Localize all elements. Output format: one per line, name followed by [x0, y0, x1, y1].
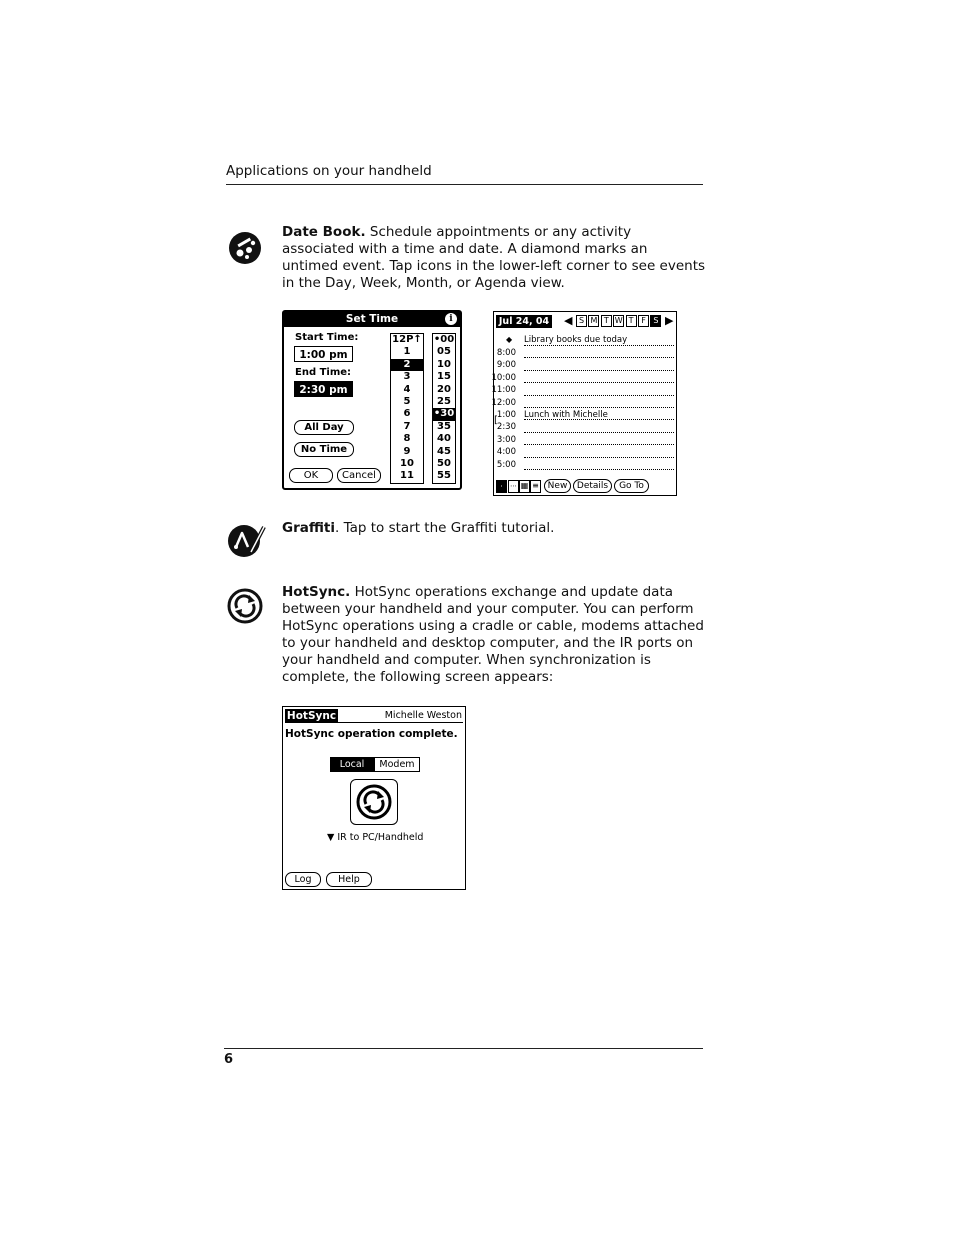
day-view-screen	[493, 311, 677, 496]
hour-item[interactable]: 6	[403, 408, 411, 420]
hotsync-button[interactable]	[350, 779, 398, 825]
hotsync-body: HotSync operations exchange and update data between your handheld and your computer. You can perform HotSync operations using a cradle or cable, modems attached to your handheld and desktop computer, and the IR ports on your handheld and computer. When synchronization is complete, the following screen appears:	[282, 584, 704, 686]
hour-list[interactable]	[390, 333, 424, 484]
details-button[interactable]: Details	[573, 479, 612, 493]
time-slot-line	[524, 397, 674, 408]
time-slot-line	[524, 434, 674, 445]
time-slot-row[interactable]	[491, 372, 676, 384]
hour-item[interactable]: 9	[403, 445, 411, 457]
time-slot-time: 2:30	[496, 422, 516, 433]
hour-item[interactable]: 8	[403, 433, 411, 445]
day-view-icon[interactable]: ·	[496, 480, 507, 493]
minute-item-text: 55	[437, 470, 451, 482]
time-slot-time: 12:00	[491, 397, 516, 408]
weekday-button[interactable]: F	[638, 315, 649, 327]
time-slot-time: 9:00	[496, 360, 516, 371]
hotsync-sync-icon	[351, 780, 397, 824]
hotsync-icon	[227, 588, 263, 624]
minute-item[interactable]	[433, 346, 455, 358]
dropdown-triangle-icon: ▼	[327, 832, 335, 843]
connection-value: IR to PC/Handheld	[337, 832, 424, 843]
minute-list[interactable]	[432, 333, 456, 484]
minute-item-text: 15	[437, 371, 451, 383]
start-time-field[interactable]: 1:00 pm	[294, 346, 353, 362]
time-slot-line	[524, 459, 674, 470]
time-slot-row[interactable]	[494, 459, 676, 471]
footer-rule	[224, 1048, 703, 1049]
set-time-title: Set Time	[284, 312, 460, 327]
prev-week-arrow-icon[interactable]: ◀	[564, 314, 573, 327]
running-header: Applications on your handheld	[226, 163, 432, 179]
scroll-up-arrow-icon[interactable]: ↑	[413, 334, 422, 345]
set-time-screen	[282, 310, 462, 490]
local-tab[interactable]: Local	[330, 757, 374, 772]
weekday-button[interactable]: S	[576, 315, 587, 327]
new-button[interactable]: New	[544, 479, 571, 493]
untimed-event[interactable]: Library books due today	[524, 335, 628, 345]
untimed-diamond-icon: ◆	[506, 335, 513, 344]
graffiti-heading: Graffiti	[282, 520, 335, 536]
hour-item[interactable]: 11	[400, 470, 414, 482]
hour-item[interactable]: 4	[403, 383, 411, 395]
connection-picker[interactable]	[327, 832, 423, 843]
time-slot-time: 5:00	[496, 459, 516, 470]
hotsync-heading: HotSync.	[282, 584, 351, 600]
minute-item-text: 40	[437, 433, 451, 445]
minute-item[interactable]	[433, 359, 455, 371]
info-icon[interactable]: i	[445, 313, 457, 325]
weekday-button[interactable]: W	[614, 316, 623, 325]
minute-item-text: 20	[437, 383, 451, 395]
minute-item[interactable]	[433, 421, 455, 433]
page-number: 6	[224, 1052, 234, 1067]
minute-item-text: 30	[440, 408, 455, 420]
weekday-button[interactable]: S	[650, 315, 661, 327]
go-to-button[interactable]: Go To	[614, 479, 649, 493]
hour-item[interactable]: 3	[403, 371, 411, 383]
time-slot-row[interactable]	[494, 446, 676, 458]
time-slot-row[interactable]	[494, 347, 676, 359]
start-time-label: Start Time:	[295, 332, 359, 343]
time-slot-line	[524, 384, 674, 395]
datebook-icon	[228, 230, 264, 266]
hour-item[interactable]: 5	[403, 395, 411, 407]
datebook-heading: Date Book.	[282, 224, 366, 240]
agenda-view-icon[interactable]: ≡	[530, 480, 541, 493]
minute-item[interactable]	[433, 446, 455, 458]
hour-item[interactable]	[391, 334, 423, 346]
minute-item[interactable]	[433, 396, 455, 408]
datebook-paragraph	[282, 224, 706, 292]
hour-item[interactable]: 1	[403, 346, 411, 358]
time-slot-time: 8:00	[496, 348, 516, 358]
minute-item[interactable]	[433, 433, 455, 445]
time-slot-line	[524, 372, 674, 383]
graffiti-icon	[227, 522, 263, 558]
log-button[interactable]: Log	[285, 872, 321, 887]
weekday-button[interactable]: T	[601, 315, 612, 327]
minute-item[interactable]	[433, 470, 455, 482]
minute-item[interactable]	[433, 334, 455, 346]
datebook-body: Schedule appointments or any activity associated with a time and date. A diamond marks an untimed event. Tap icons in the lower-left corner to see events in the Day, Week, Month, or Agenda view.	[282, 224, 706, 292]
graffiti-body: . Tap to start the Graffiti tutorial.	[335, 520, 555, 536]
weekday-button[interactable]: M	[588, 315, 599, 327]
ok-button[interactable]: OK	[289, 468, 333, 483]
minute-item-text: 00	[440, 334, 455, 345]
week-view-icon[interactable]: ⋯	[508, 480, 519, 493]
hotsync-paragraph	[282, 584, 706, 687]
graffiti-paragraph	[282, 520, 706, 537]
modem-tab[interactable]: Modem	[374, 757, 420, 772]
time-slot-row[interactable]	[491, 384, 676, 396]
hotsync-status: HotSync operation complete.	[285, 728, 458, 740]
marker-dot-icon: •	[433, 334, 441, 345]
minute-item-text: 35	[437, 420, 451, 432]
time-slot-row[interactable]	[491, 397, 676, 409]
hour-item-text: 12P	[392, 334, 414, 345]
header-rule	[226, 184, 703, 185]
time-slot-row[interactable]	[494, 359, 676, 371]
time-slot-time: 4:00	[496, 447, 516, 458]
hour-item[interactable]: 7	[403, 420, 411, 432]
time-slot-line	[524, 446, 674, 457]
time-slot-time: 1:00	[496, 410, 516, 420]
minute-item-text: 50	[437, 457, 451, 469]
time-slot-time: 3:00	[496, 434, 516, 445]
no-time-button[interactable]: No Time	[294, 442, 354, 457]
hotsync-screen	[282, 706, 466, 890]
minute-item-text: 25	[437, 395, 451, 407]
time-slot-row[interactable]	[494, 434, 676, 446]
help-button[interactable]: Help	[326, 872, 372, 887]
minute-item-text: 10	[437, 358, 451, 370]
minute-item-text: 45	[437, 445, 451, 457]
time-slot-line	[524, 359, 674, 370]
hour-item[interactable]: 2	[391, 359, 423, 371]
minute-item-text: 05	[437, 346, 451, 358]
cancel-button[interactable]: Cancel	[337, 468, 381, 483]
minute-item[interactable]	[433, 371, 455, 383]
time-slot-row[interactable]	[494, 421, 676, 433]
next-week-arrow-icon[interactable]: ▶	[665, 314, 674, 327]
hotsync-title: HotSync	[286, 710, 337, 722]
hour-item[interactable]: 10	[400, 457, 414, 469]
time-slot-line	[524, 421, 674, 432]
time-slot-time: 10:00	[491, 372, 516, 383]
marker-dot-icon: •	[433, 408, 441, 420]
weekday-button[interactable]: T	[626, 315, 637, 327]
untimed-event-line	[524, 334, 674, 346]
end-time-field[interactable]: 2:30 pm	[294, 381, 353, 397]
time-slot-line	[524, 347, 674, 358]
minute-item[interactable]	[433, 384, 455, 396]
duration-bracket: [	[494, 415, 498, 426]
end-time-label: End Time:	[295, 367, 352, 378]
month-view-icon[interactable]: ▦	[519, 480, 530, 493]
all-day-button[interactable]: All Day	[294, 420, 354, 435]
time-slot-row[interactable]	[494, 409, 676, 421]
day-view-date[interactable]: Jul 24, 04	[496, 315, 552, 328]
minute-item[interactable]	[433, 458, 455, 470]
hotsync-user: Michelle Weston	[384, 710, 462, 721]
time-slot-time: 11:00	[491, 385, 516, 396]
time-slot-event: Lunch with Michelle	[524, 410, 608, 420]
minute-item[interactable]	[433, 408, 455, 420]
